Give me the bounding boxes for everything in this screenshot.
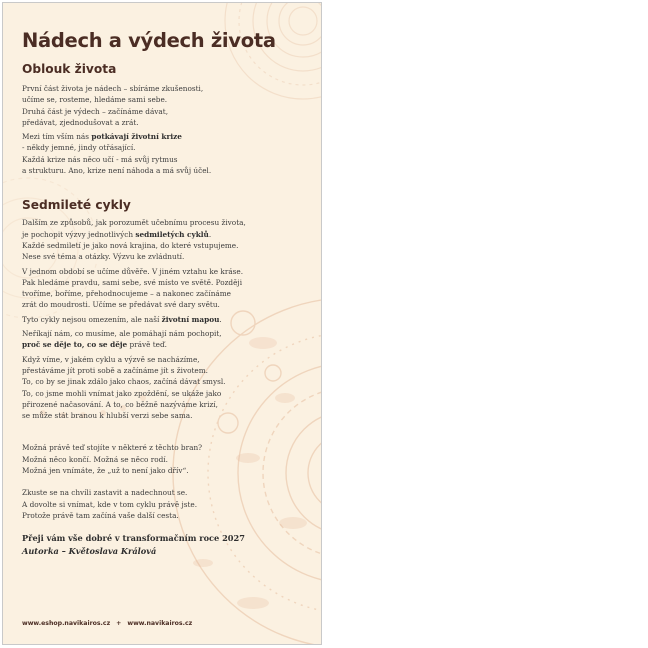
page-card [2, 2, 322, 645]
paragraph: Dalším ze způsobů, jak porozumět učebnímu procesu života, je pochopit výzvy jednotlivých sedmiletých cyklů. Každé sedmiletí je jako nová krajina, do které vstupujeme. Nese své téma a otázky. Výzvu ke zvládnutí. [22, 218, 246, 262]
website-link[interactable]: www.navikairos.cz [127, 620, 193, 627]
eshop-link[interactable]: www.eshop.navikairos.cz [22, 620, 111, 627]
heading-sedmilete-cykly: Sedmileté cykly [22, 198, 131, 213]
paragraph: V jednom období se učíme důvěře. V jiném vztahu ke kráse. Pak hledáme pravdu, sami sebe, své místo ve světě. Později tvoříme, boříme, přehodnocujeme – a nakonec začínáme zrát do moudrosti. Učíme se předávat své dary světu. [22, 266, 244, 310]
author-line: Autorka – Květoslava Králová [22, 545, 157, 556]
paragraph: Když víme, v jakém cyklu a výzvě se nacházíme, přestáváme jít proti sobě a začínáme jít s životem. To, co by se jinak zdálo jako chaos, začíná dávat smysl. To, co jsme mohli vnímat jako zpoždění, se ukáže jako přirozené načasování. A to, co běžně nazýváme krizí, se může stát branou k hlubší verzi sebe sama. [22, 354, 226, 421]
footer-links [22, 620, 192, 627]
paragraph: Neříkají nám, co musíme, ale pomáhají nám pochopit, proč se děje to, co se děje právě teď. [22, 329, 222, 350]
page-title: Nádech a výdech života [22, 29, 276, 52]
footer-separator: + [116, 620, 122, 627]
paragraph: První část života je nádech – sbíráme zkušenosti, učíme se, rosteme, hledáme sami sebe. Druhá část je výdech – začínáme dávat, předávat, zjednodušovat a zrát. [22, 84, 204, 127]
paragraph: Zkuste se na chvíli zastavit a nadechnout se. A dovolte si vnímat, kde v tom cyklu právě jste. Protože právě tam začíná vaše další cesta. [22, 488, 198, 520]
signature [22, 532, 318, 557]
wish-line: Přeji vám vše dobré v transformačním roce 2027 [22, 533, 245, 544]
paragraph: Možná právě teď stojíte v některé z těchto bran? Možná něco končí. Možná se něco rodí. Možná jen vnímáte, že „už to není jako dřív“. [22, 443, 203, 476]
document-body [22, 29, 318, 557]
paragraph: Tyto cykly nejsou omezením, ale naší životní mapou. [22, 314, 222, 324]
paragraph: Mezi tím vším nás potkávají životní krize - někdy jemné, jindy otřásající. Každá krize nás něco učí - má svůj rytmus a strukturu. Ano, krize není náhoda a má svůj účel. [22, 132, 212, 176]
heading-oblouk-zivota: Oblouk života [22, 62, 117, 76]
